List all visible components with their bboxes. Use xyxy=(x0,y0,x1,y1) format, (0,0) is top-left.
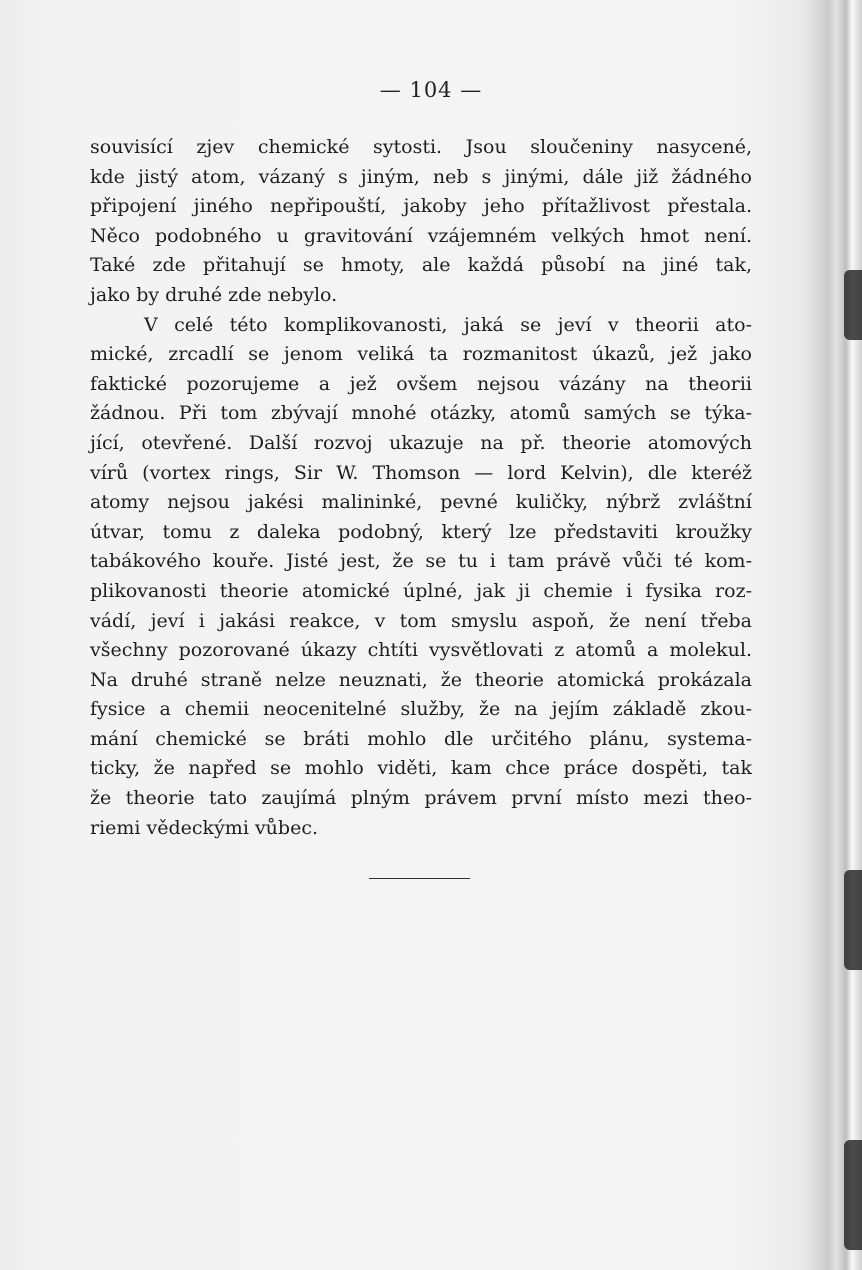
text-line: vádí, jeví i jakási reakce, v tom smyslu aspoň, že není třeba xyxy=(90,609,752,632)
section-end-rule xyxy=(369,878,470,879)
text-line: tabákového kouře. Jisté jest, že se tu i tam právě vůči té kom- xyxy=(90,550,752,573)
text-line: útvar, tomu z daleka podobný, který lze představiti kroužky xyxy=(90,520,752,543)
text-line: atomy nejsou jakési malininké, pevné kuličky, nýbrž zvláštní xyxy=(90,491,752,514)
text-line: faktické pozorujeme a jež ovšem nejsou vázány na theorii xyxy=(90,372,752,395)
text-line: Něco podobného u gravitování vzájemném velkých hmot není. xyxy=(90,224,752,247)
text-line: žádnou. Při tom zbývají mnohé otázky, atomů samých se týka- xyxy=(90,402,752,425)
text-line: Na druhé straně nelze neuznati, že theorie atomická prokázala xyxy=(90,668,752,691)
text-line: kde jistý atom, vázaný s jiným, neb s jinými, dále již žádného xyxy=(90,165,752,188)
page-edge-mark xyxy=(844,270,862,340)
body-text xyxy=(90,133,752,843)
text-line: plikovanosti theorie atomické úplné, jak ji chemie i fysika roz- xyxy=(90,579,752,602)
text-line: riemi vědeckými vůbec. xyxy=(90,816,318,839)
text-line: jako by druhé zde nebylo. xyxy=(90,283,338,306)
text-line: mické, zrcadlí se jenom veliká ta rozmanitost úkazů, jež jako xyxy=(90,343,752,366)
text-line: připojení jiného nepřipouští, jakoby jeho přítažlivost přestala. xyxy=(90,195,752,218)
text-line: jící, otevřené. Další rozvoj ukazuje na př. theorie atomových xyxy=(90,431,752,454)
page-edge-mark xyxy=(844,870,862,970)
text-line: fysice a chemii neocenitelné služby, že na jejím základě zkou- xyxy=(90,698,752,721)
text-line: Také zde přitahují se hmoty, ale každá působí na jiné tak, xyxy=(90,254,752,277)
text-line: V celé této komplikovanosti, jaká se jeví v theorii ato- xyxy=(144,313,752,336)
text-line: všechny pozorované úkazy chtíti vysvětlovati z atomů a molekul. xyxy=(90,639,752,662)
text-line: ticky, že napřed se mohlo viděti, kam chce práce dospěti, tak xyxy=(90,757,752,780)
text-line: vírů (vortex rings, Sir W. Thomson — lord Kelvin), dle kteréž xyxy=(90,461,752,484)
text-line: souvisící zjev chemické sytosti. Jsou sloučeniny nasycené, xyxy=(90,136,752,158)
text-line: mání chemické se bráti mohlo dle určitého plánu, systema- xyxy=(90,727,752,750)
page-gutter-shadow xyxy=(822,0,862,1270)
page-number: — 104 — xyxy=(379,78,483,102)
page-edge-mark xyxy=(844,1140,862,1250)
text-line: že theorie tato zaujímá plným právem první místo mezi theo- xyxy=(90,787,752,810)
